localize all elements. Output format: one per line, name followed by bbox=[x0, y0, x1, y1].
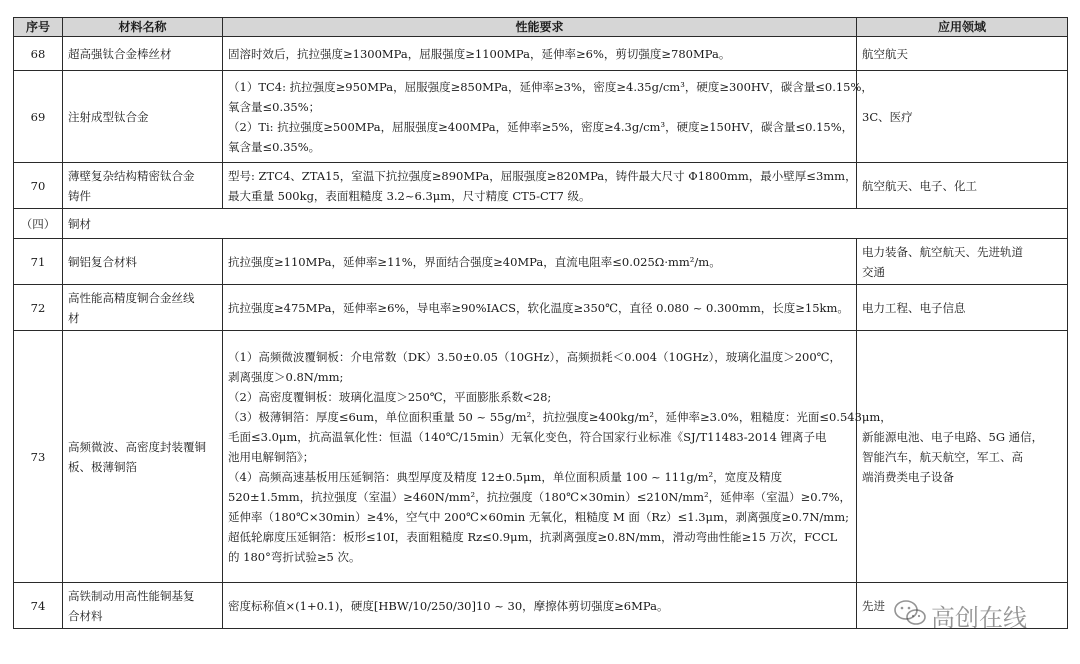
row-number: 70 bbox=[14, 163, 63, 209]
name-line: 高性能高精度铜合金丝线 bbox=[68, 290, 195, 305]
row-number: 69 bbox=[14, 71, 63, 163]
header-material: 材料名称 bbox=[63, 18, 223, 37]
req-line: （2）高密度覆铜板：玻璃化温度＞250℃，平面膨胀系数<28; bbox=[228, 389, 552, 404]
name-line: 合材料 bbox=[68, 608, 103, 623]
name-line: 板、极薄铜箔 bbox=[68, 459, 137, 474]
name-line: 薄壁复杂结构精密钛合金 bbox=[68, 168, 195, 183]
table-row bbox=[14, 71, 1068, 163]
req-line: （4）高频高速基板用压延铜箔：典型厚度及精度 12±0.5μm，单位面积质量 100 ~ 111g/m²，宽度及精度 bbox=[228, 469, 783, 484]
table-row bbox=[14, 331, 1068, 583]
header-seq: 序号 bbox=[14, 18, 63, 37]
app-line: 端消费类电子设备 bbox=[862, 469, 954, 484]
row-number: 68 bbox=[14, 37, 63, 71]
table-row bbox=[14, 37, 1068, 71]
material-name: 注射成型钛合金 bbox=[63, 71, 223, 163]
performance-requirement bbox=[223, 285, 857, 331]
req-line: （1）高频微波覆铜板：介电常数（DK）3.50±0.05（10GHz），高频损耗＜0.004（10GHz），玻璃化温度＞200℃， bbox=[228, 349, 842, 364]
req-line: 抗拉强度≥110MPa，延伸率≥11%，界面结合强度≥40MPa，直流电阻率≤0.025Ω·mm²/m。 bbox=[228, 254, 721, 269]
application-field bbox=[857, 71, 1068, 163]
app-line: 先进 bbox=[862, 598, 885, 613]
req-line: 超低轮廓度压延铜箔：板形≤10I，表面粗糙度 Rz≤0.9μm，抗剥离强度≥0.8N/mm，滑动弯曲性能≥15 万次，FCCL bbox=[228, 529, 838, 544]
performance-requirement bbox=[223, 239, 857, 285]
name-line: 高铁制动用高性能铜基复 bbox=[68, 588, 195, 603]
req-line: （3）极薄铜箔：厚度≤6um，单位面积重量 50 ~ 55g/m²，抗拉强度≥400kg/m²，延伸率≥3.0%，粗糙度：光面≤0.543μm， bbox=[228, 409, 892, 424]
performance-requirement bbox=[223, 37, 857, 71]
app-line: 电力装备、航空航天、先进轨道 bbox=[862, 244, 1023, 259]
req-line: 固溶时效后，抗拉强度≥1300MPa，屈服强度≥1100MPa，延伸率≥6%，剪切强度≥780MPa。 bbox=[228, 46, 731, 61]
application-field bbox=[857, 37, 1068, 71]
row-number: 74 bbox=[14, 583, 63, 629]
row-number: 72 bbox=[14, 285, 63, 331]
application-field bbox=[857, 285, 1068, 331]
section-number: （四） bbox=[14, 209, 63, 239]
material-name: 铜铝复合材料 bbox=[63, 239, 223, 285]
req-line: 氧含量≤0.35%； bbox=[228, 99, 321, 114]
req-line: （1）TC4: 抗拉强度≥950MPa，屈服强度≥850MPa，延伸率≥3%，密度≥4.35g/cm³，硬度≥300HV，碳含量≤0.15%， bbox=[228, 79, 873, 94]
app-line: 航空航天、电子、化工 bbox=[862, 178, 977, 193]
watermark-text: 高创在线 bbox=[931, 604, 1027, 632]
req-line: 延伸率（180℃×30min）≥4%，空气中 200℃×60min 无氧化，粗糙度 M 面（Rz）≤1.3μm，剥离强度≥0.7N/mm; bbox=[228, 509, 849, 524]
specification-table bbox=[13, 17, 1068, 629]
material-name: 超高强钛合金棒丝材 bbox=[63, 37, 223, 71]
material-name bbox=[63, 163, 223, 209]
table-header-row bbox=[14, 18, 1068, 37]
table-row bbox=[14, 239, 1068, 285]
performance-requirement bbox=[223, 163, 857, 209]
req-line: 最大重量 500kg，表面粗糙度 3.2~6.3μm，尺寸精度 CT5-CT7 级。 bbox=[228, 188, 591, 203]
req-line: 型号: ZTC4、ZTA15，室温下抗拉强度≥890MPa，屈服强度≥820MPa，铸件最大尺寸 Φ1800mm，最小壁厚≤3mm， bbox=[228, 168, 857, 183]
name-line: 材 bbox=[68, 310, 80, 325]
app-line: 电力工程、电子信息 bbox=[862, 300, 966, 315]
app-line: 交通 bbox=[862, 264, 885, 279]
material-name bbox=[63, 331, 223, 583]
req-line: 池用电解铜箔》； bbox=[228, 449, 315, 464]
header-performance: 性能要求 bbox=[223, 18, 857, 37]
app-line: 航空航天 bbox=[862, 46, 908, 61]
row-number: 73 bbox=[14, 331, 63, 583]
name-line: 高频微波、高密度封装覆铜 bbox=[68, 439, 206, 454]
req-line: 520±1.5mm，抗拉强度（室温）≥460N/mm²，抗拉强度（180℃×30min）≤210N/mm²，延伸率（室温）≥0.7%， bbox=[228, 489, 851, 504]
table-row bbox=[14, 163, 1068, 209]
application-field bbox=[857, 583, 1068, 629]
application-field bbox=[857, 331, 1068, 583]
req-line: 毛面≤3.0μm，抗高温氧化性：恒温（140℃/15min）无氧化变色，符合国家行业标准《SJ/T11483-2014 锂离子电 bbox=[228, 429, 827, 444]
req-line: 的 180°弯折试验≥5 次。 bbox=[228, 549, 361, 564]
performance-requirement bbox=[223, 583, 857, 629]
application-field bbox=[857, 239, 1068, 285]
material-name bbox=[63, 583, 223, 629]
header-application: 应用领域 bbox=[857, 18, 1068, 37]
app-line: 新能源电池、电子电路、5G 通信， bbox=[862, 429, 1044, 444]
material-name bbox=[63, 285, 223, 331]
table-row bbox=[14, 285, 1068, 331]
performance-requirement bbox=[223, 331, 892, 583]
req-line: 密度标称值×(1+0.1)，硬度[HBW/10/250/30]10 ~ 30，摩擦体剪切强度≥6MPa。 bbox=[228, 598, 669, 613]
req-line: 氧含量≤0.35%。 bbox=[228, 139, 321, 154]
section-title: 铜材 bbox=[63, 209, 1068, 239]
app-line: 智能汽车，航天航空，军工、高 bbox=[862, 449, 1023, 464]
req-line: （2）Ti: 抗拉强度≥500MPa，屈服强度≥400MPa，延伸率≥5%，密度≥4.3g/cm³，硬度≥150HV，碳含量≤0.15%， bbox=[228, 119, 854, 134]
performance-requirement bbox=[223, 71, 873, 163]
application-field bbox=[857, 163, 1068, 209]
section-row bbox=[14, 209, 1068, 239]
name-line: 铸件 bbox=[68, 188, 91, 203]
req-line: 剥离强度＞0.8N/mm; bbox=[228, 369, 344, 384]
req-line: 抗拉强度≥475MPa，延伸率≥6%，导电率≥90%IACS，软化温度≥350℃，直径 0.080 ~ 0.300mm，长度≥15km。 bbox=[228, 300, 849, 315]
app-line: 3C、医疗 bbox=[862, 109, 913, 124]
row-number: 71 bbox=[14, 239, 63, 285]
table-row bbox=[14, 583, 1068, 629]
